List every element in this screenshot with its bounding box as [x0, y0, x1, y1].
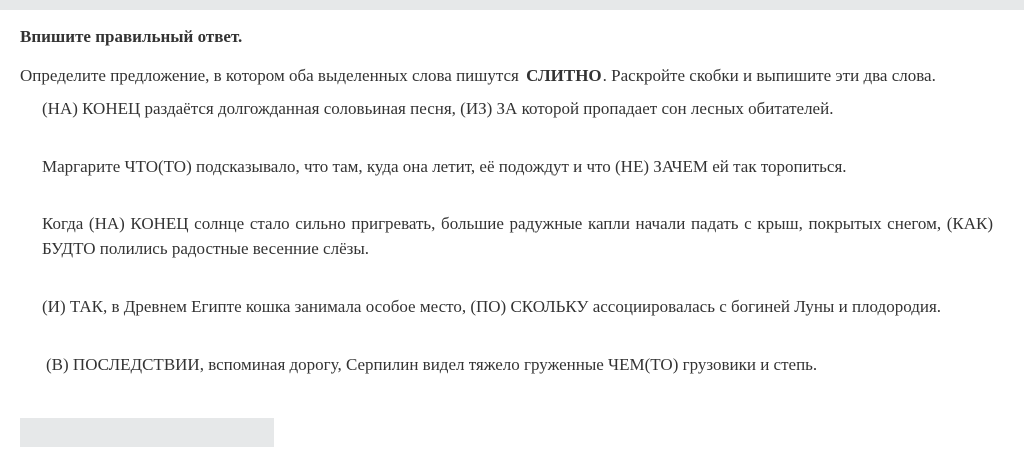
option-sentence-4: (И) ТАК, в Древнем Египте кошка занимала особое место, (ПО) СКОЛЬКУ ассоциировалась с богиней Луны и плодородия.	[42, 297, 942, 316]
answer-input[interactable]	[20, 418, 274, 447]
top-bar	[0, 0, 1024, 10]
question-text-end: . Раскройте скобки и выпишите эти два слова.	[602, 66, 936, 85]
option-sentence-2: Маргарите ЧТО(ТО) подсказывало, что там, куда она летит, её подождут и что (НЕ) ЗАЧЕМ ей так торопиться.	[42, 157, 847, 176]
option-sentence-1: (НА) КОНЕЦ раздаётся долгожданная соловьиная песня, (ИЗ) ЗА которой пропадает сон лесных обитателей.	[42, 99, 834, 118]
option-sentence-5: (В) ПОСЛЕДСТВИИ, вспоминая дорогу, Серпилин видел тяжело груженные ЧЕМ(ТО) грузовики и степь.	[46, 355, 818, 374]
question-text: Определите предложение, в котором оба выделенных слова пишутся	[20, 66, 519, 85]
question-keyword: СЛИТНО	[526, 66, 602, 85]
option-sentence-3: Когда (НА) КОНЕЦ солнце стало сильно пригревать, большие радужные капли начали падать с крыш, покрытых снегом, (КАК) БУДТО полились радостные весенние слёзы.	[42, 214, 993, 258]
task-instruction: Впишите правильный ответ.	[20, 27, 243, 46]
task-question	[20, 66, 936, 86]
